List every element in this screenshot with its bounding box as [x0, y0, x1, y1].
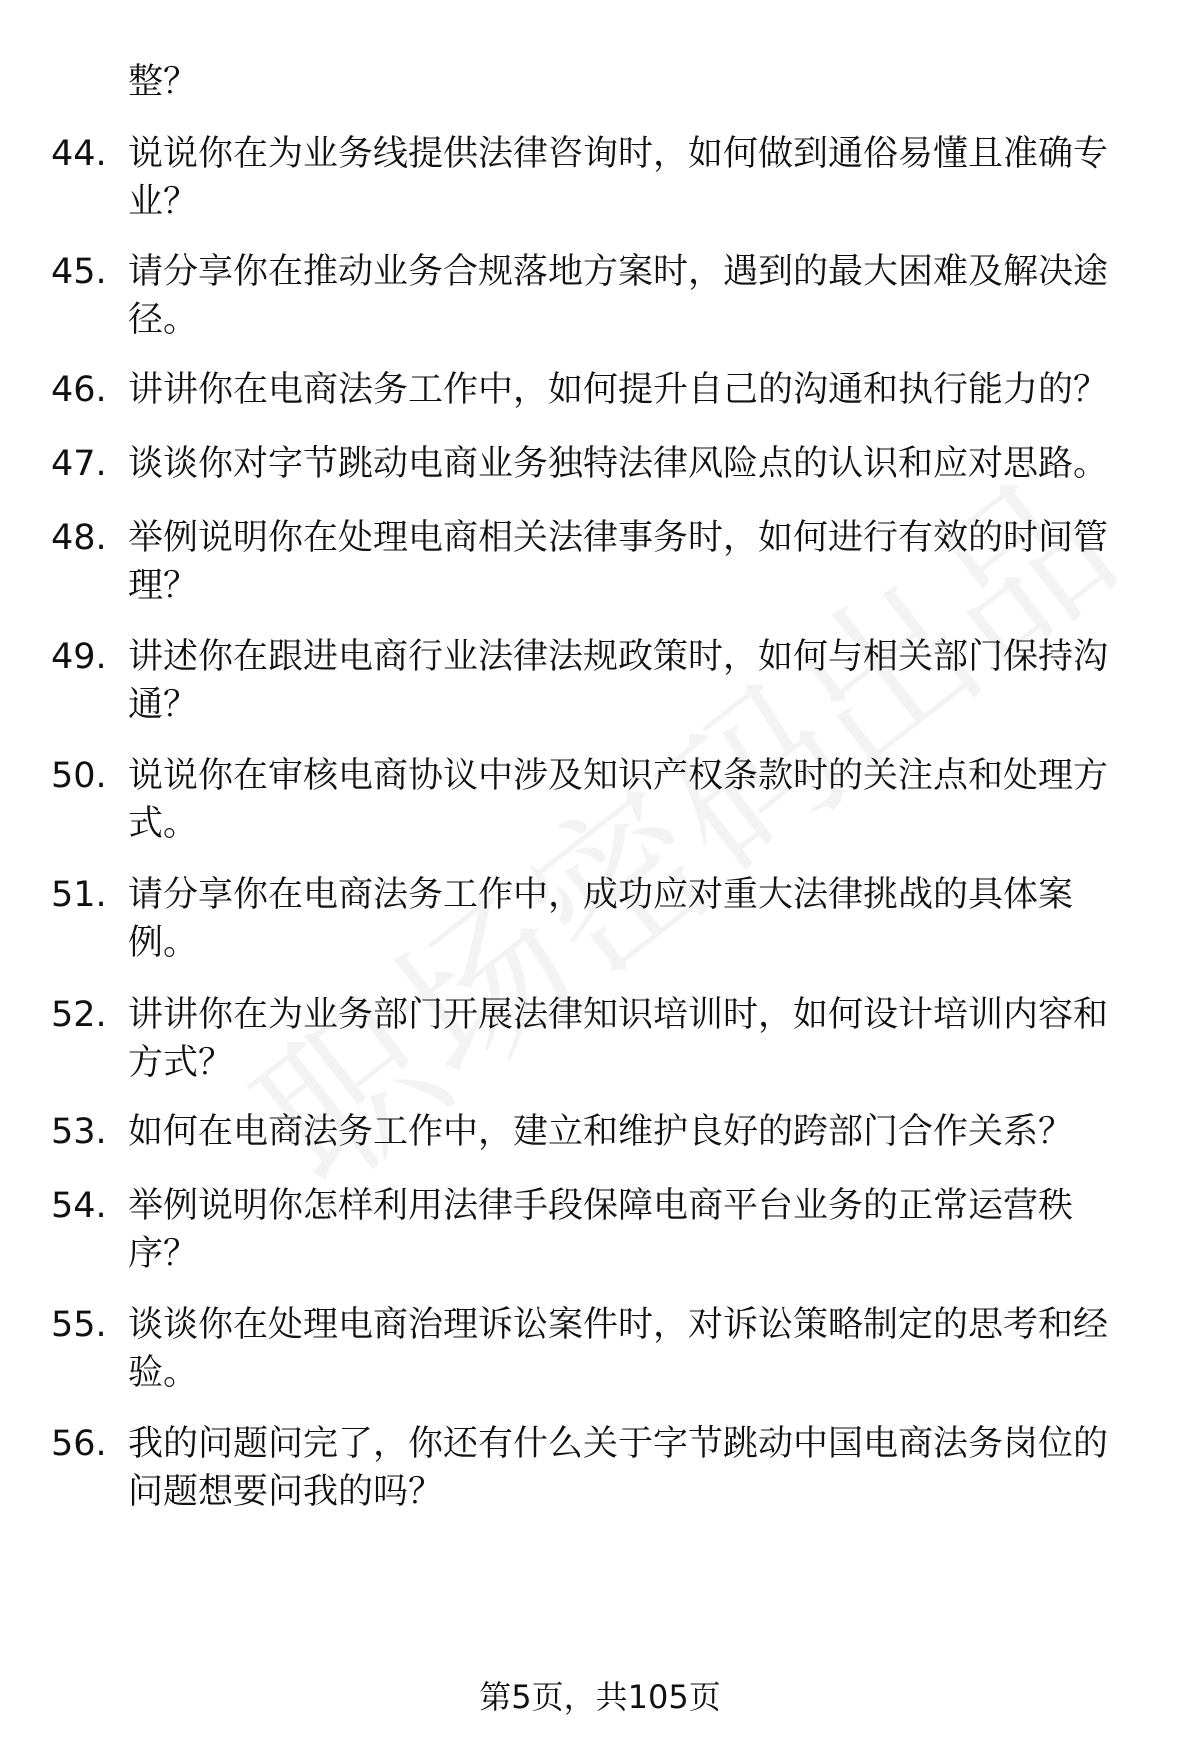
question-number: 56.: [51, 1424, 107, 1464]
question-number: 51.: [51, 875, 107, 915]
question-text: [128, 1301, 1148, 1397]
question-number: 54.: [51, 1186, 107, 1226]
question-number: 48.: [51, 518, 107, 558]
question-text: [128, 633, 1148, 729]
question-text: [128, 130, 1148, 226]
question-number: 44.: [51, 134, 107, 174]
question-number: 55.: [51, 1305, 107, 1345]
question-text-line: 我的问题问完了，你还有什么关于字节跳动中国电商法务岗位的: [128, 1424, 1109, 1464]
question-text-line: 讲讲你在为业务部门开展法律知识培训时，如何设计培训内容和: [128, 995, 1109, 1035]
question-text-line: 径。: [128, 300, 199, 340]
question-text: [128, 514, 1148, 610]
question-text-line: 请分享你在电商法务工作中，成功应对重大法律挑战的具体案: [128, 875, 1074, 915]
question-number: 46.: [51, 370, 107, 410]
question-text-line: 说说你在审核电商协议中涉及知识产权条款时的关注点和处理方: [128, 756, 1109, 796]
question-text: [128, 871, 1148, 967]
question-number: 52.: [51, 995, 107, 1035]
question-text: [128, 1420, 1148, 1516]
question-text-line: 例。: [128, 923, 199, 963]
question-text-line: 式。: [128, 804, 199, 844]
question-text-line: 序？: [128, 1234, 199, 1274]
question-text-line: 说说你在为业务线提供法律咨询时，如何做到通俗易懂且准确专: [128, 134, 1109, 174]
question-text-line: 方式？: [128, 1043, 234, 1083]
question-text: [128, 1108, 1148, 1156]
question-number: 45.: [51, 252, 107, 292]
question-text: [128, 752, 1148, 848]
question-text: [128, 366, 1148, 414]
question-text-line: 请分享你在推动业务合规落地方案时，遇到的最大困难及解决途: [128, 252, 1109, 292]
question-text-line: 理？: [128, 566, 199, 606]
question-text-line: 业？: [128, 182, 199, 222]
question-text-line: 通？: [128, 685, 199, 725]
question-number: 53.: [51, 1112, 107, 1152]
question-text: [128, 248, 1148, 344]
question-text: [128, 440, 1148, 488]
question-number: 50.: [51, 756, 107, 796]
question-text-line: 讲讲你在电商法务工作中，如何提升自己的沟通和执行能力的？: [128, 370, 1109, 410]
question-text-line: 如何在电商法务工作中，建立和维护良好的跨部门合作关系？: [128, 1112, 1074, 1152]
question-text-line: 谈谈你在处理电商治理诉讼案件时，对诉讼策略制定的思考和经: [128, 1305, 1109, 1345]
question-text-line: 验。: [128, 1353, 199, 1393]
question-number: 49.: [51, 637, 107, 677]
question-number: 47.: [51, 444, 107, 484]
question-text-line: 举例说明你怎样利用法律手段保障电商平台业务的正常运营秩: [128, 1186, 1074, 1226]
question-text-line: 问题想要问我的吗？: [128, 1472, 444, 1512]
question-text-line: 讲述你在跟进电商行业法律法规政策时，如何与相关部门保持沟: [128, 637, 1109, 677]
question-text-line: 谈谈你对字节跳动电商业务独特法律风险点的认识和应对思路。: [128, 444, 1109, 484]
page-number-footer: 第5页，共105页: [479, 1678, 721, 1716]
question-text-line: 举例说明你在处理电商相关法律事务时，如何进行有效的时间管: [128, 518, 1109, 558]
question-text: [128, 1182, 1148, 1278]
continued-question-text: 整？: [128, 62, 199, 102]
question-text: [128, 991, 1148, 1087]
